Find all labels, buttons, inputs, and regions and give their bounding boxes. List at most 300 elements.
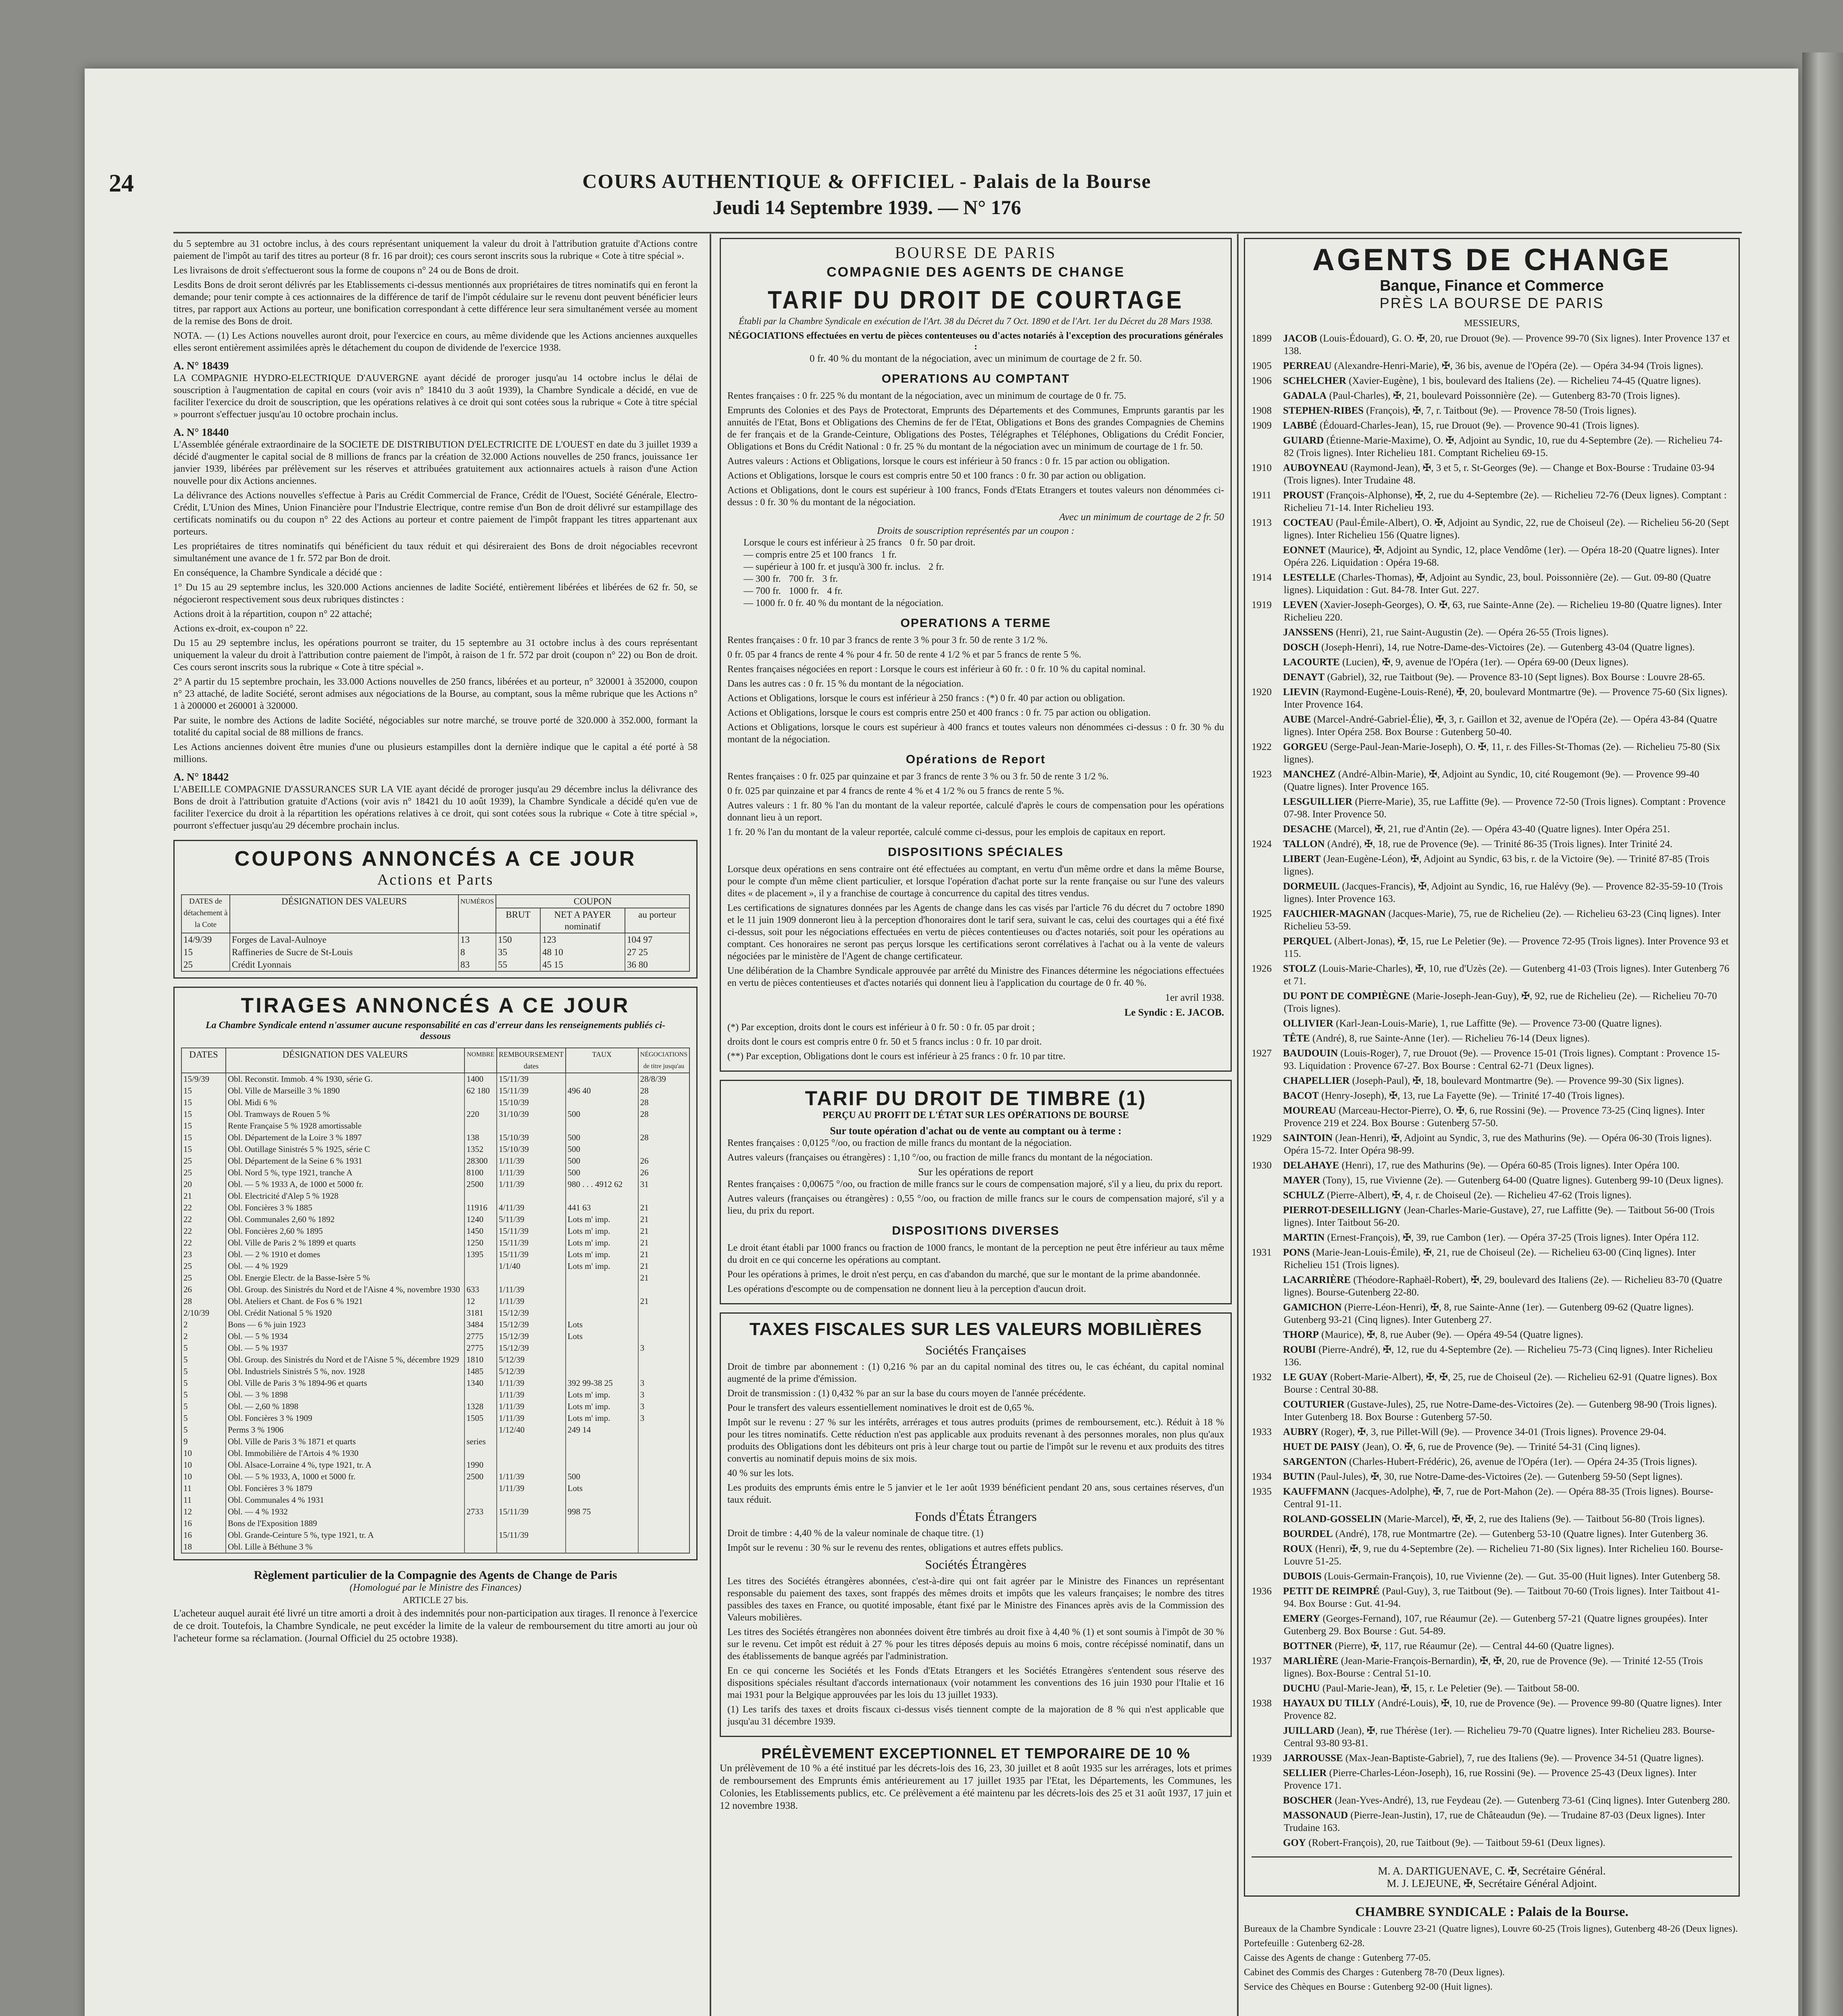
- agent-details: (Étienne-Marie-Maxime), O. ✠, Adjoint au Syndic, 10, rue du 4-Septembre (2e). — Richelieu 74-82 (Trois lignes). Inter Richelieu 181. Comptant Richelieu 69-15.: [1284, 435, 1723, 458]
- droits-row: [727, 573, 1224, 585]
- table-cell: [464, 1424, 497, 1436]
- agent-name: LABBÉ: [1283, 420, 1317, 431]
- terme-paragraph: Rentes françaises négociées en report : Lorsque le cours est inférieur à 60 fr. : 0 fr. 10 % du capital nominal.: [727, 664, 1145, 675]
- col-dates: DATES de détachement à la Cote: [181, 895, 230, 933]
- societes-fr-paragraph: Impôt sur le revenu : 27 % sur les intérêts, arrérages et tous autres produits (primes de remboursement, etc.). Réduit à 18 % pour les titres nominatifs. Cette réduction n'est pas applicable aux produits revenant à des personnes morales, non plus qu'aux produits des Obligations dont les débiteurs ont pris à leur charge tout ou partie de l'impôt sur le revenu et aux produits des titres convertis au nominatif depuis moins de six mois.: [727, 1417, 1224, 1464]
- agents-list: [1252, 332, 1732, 1849]
- agent-year: 1936: [1252, 1586, 1272, 1597]
- agent-year: 1937: [1252, 1656, 1272, 1666]
- col-designation: DÉSIGNATION DES VALEURS: [226, 1048, 464, 1073]
- table-cell: 1352: [464, 1143, 497, 1155]
- timbre-head: Sur toute opération d'achat ou de vente au comptant ou à terme :: [830, 1125, 1122, 1137]
- table-cell: [638, 1483, 689, 1494]
- table-cell: 3: [638, 1389, 689, 1401]
- agent-details: (Xavier-Joseph-Georges), O. ✠, 63, rue Sainte-Anne (2e). — Richelieu 19-80 (Quatre lignes). Inter Richelieu 220.: [1284, 600, 1722, 623]
- table-cell: Obl. Crédit National 5 % 1920: [226, 1307, 464, 1319]
- agent-year: 1934: [1252, 1471, 1272, 1482]
- table-row: [181, 1354, 689, 1366]
- middle-column: [720, 238, 1232, 2016]
- agent-year: 1933: [1252, 1427, 1272, 1437]
- table-row: [181, 1202, 689, 1214]
- agent-year: 1932: [1252, 1372, 1272, 1383]
- table-cell: Obl. — 4 % 1929: [226, 1260, 464, 1272]
- table-cell: Obl. — 3 % 1898: [226, 1389, 464, 1401]
- table-cell: 15: [183, 947, 193, 957]
- agent-name: KAUFFMANN: [1283, 1486, 1349, 1497]
- coupons-title: COUPONS ANNONCÉS A CE JOUR: [234, 847, 637, 871]
- agent-entry: [1252, 1724, 1732, 1749]
- table-row: [181, 1412, 689, 1424]
- agent-details: (Alexandre-Henri-Marie), ✠, 36 bis, avenue de l'Opéra (2e). — Opéra 34-94 (Trois lignes).: [1334, 360, 1703, 371]
- droits-cell: — 700 fr.: [743, 586, 781, 596]
- agent-details: (Marceau-Hector-Pierre), O. ✠, 6, rue Rossini (9e). — Provence 73-25 (Cinq lignes). Inter Provence 219 et 224. Box Bourse : Gutenberg 57-50.: [1284, 1105, 1705, 1129]
- left-column: [173, 238, 698, 2016]
- table-cell: 10: [183, 1460, 192, 1470]
- table-cell: Obl. — 5 % 1937: [226, 1342, 464, 1354]
- table-cell: 5: [183, 1402, 188, 1411]
- agent-entry: [1252, 1047, 1732, 1072]
- table-row: [181, 1097, 689, 1108]
- col-numeros: NUMÉROS: [458, 895, 496, 933]
- table-cell: 83: [458, 958, 496, 971]
- tarif-title: TARIF DU DROIT DE COURTAGE: [768, 286, 1184, 314]
- comptant-paragraph: Emprunts des Colonies et des Pays de Protectorat, Emprunts des Départements et des Communes, Emprunts garantis par les annuités de l'Etat, Bons et Obligations des Chemins de fer de l'Etat, Obligations et Bons des grandes Compagnies de Chemins de fer français et de la Grande-Ceinture, Obligations des Postes, Télégraphes et Téléphones, Obligations du Crédit Foncier, Obligations et Bons du Crédit National : 0 fr. 25 % du montant de la négociation avec un minimum de courtage de 1 fr. 50.: [727, 405, 1224, 452]
- agent-entry: [1252, 1441, 1732, 1453]
- table-row: [181, 1459, 689, 1471]
- agent-entry: [1252, 360, 1732, 372]
- table-row: [181, 1506, 689, 1518]
- agent-details: (Jacques-Francis), ✠, Adjoint au Syndic, 16, rue Halévy (9e). — Provence 82-35-59-10 (Trois lignes). Inter Provence 163.: [1284, 881, 1723, 904]
- table-cell: [638, 1354, 689, 1366]
- agent-year: 1905: [1252, 360, 1272, 371]
- agent-entry: [1252, 853, 1732, 878]
- agent-entry: [1252, 1767, 1732, 1792]
- chambre-line: Cabinet des Commis des Charges : Gutenberg 78-70 (Deux lignes).: [1244, 1967, 1505, 1978]
- table-row: [181, 1120, 689, 1132]
- agent-details: (Louis-Édouard), G. O. ✠, 20, rue Drouot (9e). — Provence 99-70 (Six lignes). Inter Provence 137 et 138.: [1284, 333, 1730, 356]
- table-cell: Obl. Grande-Ceinture 5 %, type 1921, tr. A: [226, 1529, 464, 1541]
- agent-entry: [1252, 1470, 1732, 1483]
- table-cell: 35: [496, 946, 540, 958]
- table-cell: [497, 1120, 566, 1132]
- agent-entry: [1252, 1640, 1732, 1652]
- table-cell: [638, 1447, 689, 1459]
- agent-name: DORMEUIL: [1283, 881, 1340, 892]
- table-cell: 25: [183, 960, 193, 970]
- timbre-title: TARIF DU DROIT DE TIMBRE (1): [805, 1087, 1147, 1110]
- table-cell: Obl. Outillage Sinistrés 5 % 1925, série C: [226, 1143, 464, 1155]
- table-cell: 2500: [464, 1471, 497, 1483]
- agent-details: (Max-Jean-Baptiste-Gabriel), 7, rue des Italiens (9e). — Provence 34-51 (Quatre lignes).: [1345, 1753, 1704, 1764]
- table-row: [181, 1073, 689, 1085]
- table-cell: 21: [638, 1260, 689, 1272]
- table-cell: 1400: [464, 1073, 497, 1085]
- right-column: [1244, 238, 1740, 2016]
- table-cell: 26: [638, 1155, 689, 1167]
- agent-year: 1939: [1252, 1753, 1272, 1764]
- table-cell: Lots: [566, 1483, 638, 1494]
- agent-name: SELLIER: [1283, 1768, 1327, 1779]
- table-cell: 1328: [464, 1401, 497, 1412]
- table-cell: 500: [566, 1471, 638, 1483]
- table-cell: [566, 1518, 638, 1529]
- agent-name: LESGUILLIER: [1283, 796, 1353, 807]
- agent-name: PROUST: [1283, 490, 1324, 501]
- table-cell: [638, 1471, 689, 1483]
- chambre-lines: [1244, 1923, 1740, 1993]
- agent-details: (Jean), O. ✠, 6, rue de Provence (9e). — Trinité 54-31 (Cinq lignes).: [1362, 1441, 1640, 1452]
- table-cell: 15/11/39: [497, 1249, 566, 1260]
- table-cell: 220: [464, 1108, 497, 1120]
- agent-entry: [1252, 1159, 1732, 1172]
- table-cell: 2: [183, 1331, 188, 1341]
- table-row: [181, 1494, 689, 1506]
- agent-entry: [1252, 1528, 1732, 1540]
- table-cell: [638, 1518, 689, 1529]
- taxes-title: TAXES FISCALES SUR LES VALEURS MOBILIÈRES: [749, 1319, 1202, 1339]
- agent-details: (Robert-Marie-Albert), ✠, ✠, 25, rue de Choiseul (2e). — Richelieu 62-91 (Quatre lignes). Box Bourse : Central 30-88.: [1284, 1372, 1718, 1395]
- table-cell: [464, 1389, 497, 1401]
- table-cell: 3: [638, 1401, 689, 1412]
- table-cell: Obl. Ville de Paris 3 % 1871 et quarts: [226, 1436, 464, 1447]
- table-cell: [566, 1307, 638, 1319]
- table-cell: [566, 1447, 638, 1459]
- agent-name: PONS: [1283, 1247, 1310, 1258]
- table-cell: Obl. Foncières 3 % 1879: [226, 1483, 464, 1494]
- table-cell: 22: [183, 1226, 192, 1236]
- table-cell: 496 40: [566, 1085, 638, 1097]
- table-cell: [464, 1120, 497, 1132]
- table-cell: Obl. Département de la Loire 3 % 1897: [226, 1132, 464, 1143]
- table-cell: 10: [183, 1472, 192, 1481]
- table-cell: 1/11/39: [497, 1471, 566, 1483]
- agent-entry: [1252, 375, 1732, 387]
- agent-name: DOSCH: [1283, 642, 1319, 653]
- agent-year: 1927: [1252, 1048, 1272, 1059]
- agent-details: (Henry-Joseph), ✠, 13, rue La Fayette (9e). — Trinité 17-40 (Trois lignes).: [1321, 1090, 1625, 1101]
- table-cell: 5: [183, 1390, 188, 1400]
- dispositions-paragraph: Une délibération de la Chambre Syndicale approuvée par arrêté du Ministre des Finances détermine les négociations effectuées en vertu de pièces contentieuses et d'actes notariés qui donnent lieu à l'application du courtage de 0 fr. 40 %.: [727, 966, 1224, 988]
- table-row: [181, 1108, 689, 1120]
- notice-paragraph: La délivrance des Actions nouvelles s'effectue à Paris au Crédit Commercial de France, Crédit de l'Ouest, Société Générale, Electro-Crédit, L'Union des Mines, Union Financière pour l'Industrie Electrique, contre remise d'un Bon de droit délivré sur estampillage des certificats nominatifs ou du coupon n° 22 des Actions au porteur et contre paiement de l'impôt frappant les titres appartenant aux porteurs.: [173, 490, 698, 537]
- table-cell: Lots m' imp.: [566, 1260, 638, 1272]
- agent-details: (André), 178, rue Montmartre (2e). — Gutenberg 53-10 (Quatre lignes). Inter Gutenberg 36.: [1335, 1529, 1708, 1539]
- table-cell: 28: [638, 1097, 689, 1108]
- table-cell: [464, 1190, 497, 1202]
- agent-name: ROLAND-GOSSELIN: [1283, 1514, 1382, 1524]
- agent-entry: [1252, 741, 1732, 766]
- reglement: [173, 1568, 698, 1645]
- agent-name: DUCHU: [1283, 1683, 1320, 1694]
- agent-name: JANSSENS: [1283, 627, 1334, 638]
- agent-details: (Jean-Eugène-Léon), ✠, Adjoint au Syndic, 63 bis, r. de la Victoire (9e). — Trinité 87-85 (Trois lignes).: [1284, 854, 1710, 877]
- page-number: 24: [109, 170, 134, 197]
- agent-name: TÊTE: [1283, 1033, 1310, 1044]
- table-cell: 15/11/39: [497, 1237, 566, 1249]
- col-negociations: NÉGOCIATIONS de titre jusqu'au: [638, 1048, 689, 1073]
- agent-details: (Karl-Jean-Louis-Marie), 1, rue Laffitte (9e). — Provence 73-00 (Quatre lignes).: [1336, 1018, 1662, 1029]
- timbre-subtitle: PERÇU AU PROFIT DE L'ÉTAT SUR LES OPÉRATIONS DE BOURSE: [823, 1110, 1129, 1120]
- table-cell: 1/11/39: [497, 1412, 566, 1424]
- table-cell: [566, 1284, 638, 1295]
- agent-details: (Xavier-Eugène), 1 bis, boulevard des Italiens (2e). — Richelieu 74-45 (Quatre lignes).: [1349, 375, 1701, 386]
- table-cell: Rente Française 5 % 1928 amortissable: [226, 1120, 464, 1132]
- agent-year: 1909: [1252, 420, 1272, 431]
- agent-entry: [1252, 434, 1732, 459]
- report-paragraph: 0 fr. 025 par quinzaine et par 4 francs de rente 4 % et 4 1/2 % ou 5 francs de rente 5 %.: [727, 786, 1064, 796]
- table-row: [181, 1331, 689, 1342]
- agent-details: (Paul-Émile-Albert), O. ✠, Adjoint au Syndic, 22, rue de Choiseul (2e). — Richelieu 56-20 (Sept lignes). Inter Richelieu 156 (Quatre lignes).: [1284, 517, 1729, 541]
- chambre-line: Service des Chèques en Bourse : Gutenberg 92-00 (Huit lignes).: [1244, 1982, 1493, 1992]
- table-cell: Lots: [566, 1319, 638, 1331]
- table-row: [181, 1132, 689, 1143]
- table-cell: 2733: [464, 1506, 497, 1518]
- notice-paragraph: 1° Du 15 au 29 septembre inclus, les 320.000 Actions anciennes de ladite Société, entièrement libérées et libérées de 62 fr. 50, se négocieront respectivement sous deux rubriques distinctes :: [173, 582, 698, 605]
- table-cell: 12: [183, 1507, 192, 1516]
- table-row: [181, 1155, 689, 1167]
- droits-head: Droits de souscription représentés par un coupon :: [877, 526, 1075, 536]
- agent-entry: [1252, 1612, 1732, 1637]
- agent-entry: [1252, 990, 1732, 1015]
- agent-details: (Jean-Yves-André), 13, rue Feydeau (2e). — Gutenberg 73-61 (Cinq lignes). Inter Gutenberg 280.: [1335, 1795, 1730, 1806]
- table-cell: 15/10/39: [497, 1097, 566, 1108]
- table-cell: 15: [183, 1133, 192, 1142]
- agent-name: ROUX: [1283, 1543, 1313, 1554]
- agent-name: BACOT: [1283, 1090, 1319, 1101]
- table-cell: 21: [183, 1191, 192, 1201]
- table-cell: Raffineries de Sucre de St-Louis: [230, 946, 458, 958]
- agent-name: DESACHE: [1283, 824, 1332, 835]
- table-cell: 104 97: [625, 933, 689, 946]
- table-cell: 8100: [464, 1167, 497, 1179]
- agent-entry: [1252, 571, 1732, 596]
- table-cell: 123: [540, 933, 625, 946]
- top-rule: [173, 232, 1742, 233]
- terme-paragraph: Actions et Obligations, lorsque le cours est supérieur à 400 francs et toutes valeurs non dénommées ci-dessus : 0 fr. 30 % du montant de la négociation.: [727, 722, 1224, 745]
- table-cell: 1485: [464, 1366, 497, 1377]
- agent-name: BAUDOUIN: [1283, 1048, 1338, 1059]
- table-cell: [638, 1366, 689, 1377]
- societes-fr-paragraph: Droit de timbre par abonnement : (1) 0,216 % par an du capital nominal des titres ou, le cas échéant, du capital nominal augmenté de la prime d'émission.: [727, 1362, 1224, 1384]
- agent-year: 1924: [1252, 839, 1272, 850]
- table-cell: 5: [183, 1355, 188, 1364]
- timbre-report-paragraph: Autres valeurs (françaises ou étrangères) : 0,55 °/oo, ou fraction de mille francs sur le cours de compensation majoré, s'il y a lieu, du prix du report.: [727, 1193, 1224, 1216]
- agent-name: EMERY: [1283, 1613, 1320, 1624]
- agent-name: JARROUSSE: [1283, 1753, 1343, 1764]
- agents-sub1: Banque, Finance et Commerce: [1380, 277, 1604, 294]
- agent-name: BOURDEL: [1283, 1529, 1333, 1539]
- table-cell: [464, 1272, 497, 1284]
- table-cell: Obl. Ateliers et Chant. de Fos 6 % 1921: [226, 1295, 464, 1307]
- agent-details: (François), ✠, 7, r. Taitbout (9e). — Provence 78-50 (Trois lignes).: [1366, 405, 1637, 416]
- agent-entry: [1252, 599, 1732, 624]
- table-cell: 998 75: [566, 1506, 638, 1518]
- table-row: [181, 1237, 689, 1249]
- table-cell: 138: [464, 1132, 497, 1143]
- agent-details: (Albert-Jonas), ✠, 15, rue Le Peletier (9e). — Provence 72-95 (Trois lignes). Inter Provence 93 et 115.: [1284, 936, 1729, 959]
- table-cell: 25: [183, 1156, 192, 1166]
- column-rule-1: [710, 234, 711, 2016]
- societes-fr-paragraph: Droit de transmission : (1) 0,432 % par an sur la base du cours moyen de l'année précédente.: [727, 1388, 1086, 1399]
- table-cell: 3: [638, 1377, 689, 1389]
- notes: [727, 1021, 1224, 1062]
- agent-name: STOLZ: [1283, 963, 1316, 974]
- agent-details: (André), 8, rue Sainte-Anne (1er). — Richelieu 76-14 (Deux lignes).: [1312, 1033, 1590, 1044]
- table-cell: 22: [183, 1214, 192, 1224]
- notice-paragraph: Par suite, le nombre des Actions de ladite Société, négociables sur notre marché, se trouve porté de 320.000 à 352.000, formant la totalité du capital social de 88 millions de francs.: [173, 715, 698, 738]
- table-cell: 22: [183, 1203, 192, 1212]
- notice-paragraph: Actions droit à la répartition, coupon n° 22 attaché;: [173, 609, 372, 619]
- agent-details: (Théodore-Raphaël-Robert), ✠, 29, boulevard des Italiens (2e). — Richelieu 83-70 (Quatre lignes). Bourse-Gutenberg 22-80.: [1284, 1275, 1722, 1298]
- droits-cell: Lorsque le cours est inférieur à 25 francs: [743, 537, 902, 548]
- agents-title: AGENTS DE CHANGE: [1312, 243, 1671, 277]
- table-row: [181, 1295, 689, 1307]
- table-row: [181, 1377, 689, 1389]
- table-cell: 27 25: [625, 946, 689, 958]
- table-cell: 150: [496, 933, 540, 946]
- tarif-subtitle: Établi par la Chambre Syndicale en exécution de l'Art. 38 du Décret du 7 Oct. 1890 et de l'Art. 1er du Décret du 28 Mars 1938.: [739, 316, 1213, 326]
- agent-details: (André-Louis), ✠, 10, rue de Provence (9e). — Provence 99-80 (Quatre lignes). Inter Provence 82.: [1284, 1698, 1722, 1721]
- table-cell: 10: [183, 1448, 192, 1458]
- droits-cell: 4 fr.: [827, 586, 843, 596]
- table-cell: 21: [638, 1237, 689, 1249]
- notice-paragraph: Les propriétaires de titres nominatifs qui bénéficient du taux réduit et qui désireraient des Bons de droit négociables recevront simultanément une avance de 1 fr. 572 par Bon de droit.: [173, 541, 698, 564]
- table-row: [181, 1401, 689, 1412]
- agent-details: (Louis-Marie-Charles), ✠, 10, rue d'Uzès (2e). — Gutenberg 41-03 (Trois lignes). Inter Gutenberg 76 et 71.: [1284, 963, 1729, 987]
- agent-details: (Jean-Henri), ✠, Adjoint au Syndic, 3, rue des Mathurins (9e). — Opéra 06-30 (Trois lignes). Opéra 15-72. Inter Opéra 98-99.: [1284, 1133, 1712, 1156]
- table-cell: 5: [183, 1413, 188, 1423]
- intro-paragraph: Les livraisons de droit s'effectueront sous la forme de coupons n° 24 ou de Bons de droit.: [173, 265, 519, 276]
- terme-paragraph: Actions et Obligations, lorsque le cours est compris entre 250 et 400 francs : 0 fr. 75 par action ou obligation.: [727, 708, 1151, 718]
- table-cell: 1990: [464, 1459, 497, 1471]
- table-cell: Obl. — 2 % 1910 et domes: [226, 1249, 464, 1260]
- comptant-paragraph: Rentes françaises : 0 fr. 225 % du montant de la négociation, avec un minimum de courtage de 0 fr. 75.: [727, 391, 1127, 401]
- agent-year: 1923: [1252, 769, 1272, 780]
- table-cell: Obl. Tramways de Rouen 5 %: [226, 1108, 464, 1120]
- agent-name: PIERROT-DESEILLIGNY: [1283, 1205, 1402, 1216]
- table-row: [181, 1529, 689, 1541]
- agent-entry: [1252, 489, 1732, 514]
- agent-entry: [1252, 1426, 1732, 1438]
- agent-entry: [1252, 1343, 1732, 1368]
- table-cell: 1340: [464, 1377, 497, 1389]
- table-row: [181, 1424, 689, 1436]
- agent-details: (Raymond-Eugène-Louis-René), ✠, 20, boulevard Montmartre (9e). — Provence 75-60 (Six lignes). Inter Provence 164.: [1284, 687, 1728, 710]
- table-row: [181, 1483, 689, 1494]
- droits-cell: 3 fr.: [822, 574, 838, 584]
- agent-entry: [1252, 908, 1732, 933]
- agent-entry: [1252, 1513, 1732, 1525]
- table-cell: 500: [566, 1108, 638, 1120]
- negociations-head: NÉGOCIATIONS effectuées en vertu de pièces contenteuses ou d'actes notariés à l'exception des procurations générales :: [728, 331, 1223, 352]
- droits-row: [727, 585, 1224, 597]
- negociations-text: 0 fr. 40 % du montant de la négociation, avec un minimum de courtage de 2 fr. 50.: [809, 353, 1142, 364]
- col-nombre: NOMBRE: [464, 1048, 497, 1073]
- timbre-box: [720, 1080, 1232, 1304]
- diverses-paragraph: Le droit étant établi par 1000 francs ou fraction de 1000 francs, le montant de la perception ne peut être inférieur au taux même du droit en ce qui concerne les opérations au comptant.: [727, 1243, 1224, 1265]
- table-cell: [464, 1541, 497, 1553]
- table-cell: 3: [638, 1412, 689, 1424]
- agents-box: [1244, 238, 1740, 1897]
- table-cell: 2775: [464, 1331, 497, 1342]
- report-text: [727, 771, 1224, 838]
- table-cell: Lots m' imp.: [566, 1225, 638, 1237]
- agent-name: DENAYT: [1283, 672, 1325, 683]
- agent-details: (Paul-Charles), ✠, 21, boulevard Poissonnière (2e). — Gutenberg 83-70 (Trois lignes).: [1329, 390, 1680, 401]
- droits-cell: 2 fr.: [928, 562, 944, 572]
- agent-details: (Pierre), ✠, 117, rue Réaumur (2e). — Central 44-60 (Quatre lignes).: [1335, 1641, 1614, 1652]
- table-cell: [638, 1319, 689, 1331]
- table-cell: series: [464, 1436, 497, 1447]
- table-cell: Bons — 6 % juin 1923: [226, 1319, 464, 1331]
- table-row: [181, 1447, 689, 1459]
- table-row: [181, 1225, 689, 1237]
- table-cell: [638, 1541, 689, 1553]
- agent-year: 1926: [1252, 963, 1272, 974]
- agent-details: (André-Albin-Marie), ✠, Adjoint au Syndic, 10, cité Rougemont (9e). — Provence 99-40 (Quatre lignes). Inter Provence 165.: [1284, 769, 1699, 792]
- table-cell: [638, 1307, 689, 1319]
- agent-name: MARLIÈRE: [1283, 1656, 1339, 1666]
- agent-entry: [1252, 1104, 1732, 1129]
- table-cell: [638, 1494, 689, 1506]
- agent-name: COCTEAU: [1283, 517, 1334, 528]
- table-cell: 23: [183, 1250, 192, 1259]
- droits-cell: 1000 fr.: [789, 586, 819, 596]
- table-cell: 15: [183, 1086, 192, 1095]
- table-cell: Obl. Ville de Paris 3 % 1894-96 et quarts: [226, 1377, 464, 1389]
- table-cell: [638, 1120, 689, 1132]
- table-cell: 8: [458, 946, 496, 958]
- table-cell: [464, 1447, 497, 1459]
- table-cell: [566, 1272, 638, 1284]
- table-cell: [497, 1190, 566, 1202]
- table-cell: Obl. Communales 4 % 1931: [226, 1494, 464, 1506]
- note-line: (*) Par exception, droits dont le cours est inférieur à 0 fr. 50 : 0 fr. 05 par droit ;: [727, 1022, 1035, 1033]
- agent-details: (Marie-Jean-Louis-Émile), ✠, 21, rue de Choiseul (2e). — Richelieu 63-00 (Cinq lignes). Inter Richelieu 151 (Trois lignes).: [1284, 1247, 1696, 1270]
- table-cell: 500: [566, 1167, 638, 1179]
- table-cell: 5/12/39: [497, 1366, 566, 1377]
- agent-name: STEPHEN-RIBES: [1283, 405, 1364, 416]
- table-cell: 15/12/39: [497, 1331, 566, 1342]
- table-cell: Crédit Lyonnais: [230, 958, 458, 971]
- agent-name: PETIT DE REIMPRÉ: [1283, 1586, 1380, 1597]
- masthead-title: COURS AUTHENTIQUE & OFFICIEL - Palais de la Bourse: [582, 170, 1152, 192]
- agent-details: (André), ✠, 18, rue de Provence (9e). — Trinité 86-35 (Trois lignes). Inter Trinité 24.: [1327, 839, 1673, 850]
- table-cell: 28300: [464, 1155, 497, 1167]
- table-cell: 36 80: [625, 958, 689, 971]
- table-cell: 3: [638, 1342, 689, 1354]
- timbre-paragraph: Rentes françaises : 0,0125 °/oo, ou fraction de mille francs du montant de la négociation.: [727, 1138, 1072, 1148]
- table-cell: [638, 1436, 689, 1447]
- table-cell: 18: [183, 1542, 192, 1552]
- agent-entry: [1252, 1794, 1732, 1807]
- table-row: [181, 1518, 689, 1529]
- table-cell: 21: [638, 1272, 689, 1284]
- agent-entry: [1252, 1655, 1732, 1680]
- agent-details: (Pierre-Jean-Justin), 17, rue de Châteaudun (9e). — Trudaine 87-03 (Deux lignes). Inter Trudaine 163.: [1284, 1810, 1706, 1833]
- notice-ref: A. N° 18440: [173, 426, 229, 438]
- table-cell: Obl. Midi 6 %: [226, 1097, 464, 1108]
- societes-fr-paragraph: Les produits des emprunts émis entre le 5 janvier et le 1er août 1939 bénéficient pendant 20 ans, sous certaines réserves, d'un taux réduit.: [727, 1483, 1224, 1505]
- agent-year: 1908: [1252, 405, 1272, 416]
- agent-name: GAMICHON: [1283, 1302, 1342, 1313]
- table-cell: Lots m' imp.: [566, 1401, 638, 1412]
- table-row: [181, 1366, 689, 1377]
- table-row: [181, 1319, 689, 1331]
- droits-table: [727, 537, 1224, 609]
- chambre-line: Bureaux de la Chambre Syndicale : Louvre 23-21 (Quatre lignes), Louvre 60-25 (Trois lignes), Gutenberg 48-26 (Deux lignes).: [1244, 1924, 1738, 1934]
- agent-details: (Maurice), ✠, 8, rue Auber (9e). — Opéra 49-54 (Quatre lignes).: [1321, 1329, 1583, 1340]
